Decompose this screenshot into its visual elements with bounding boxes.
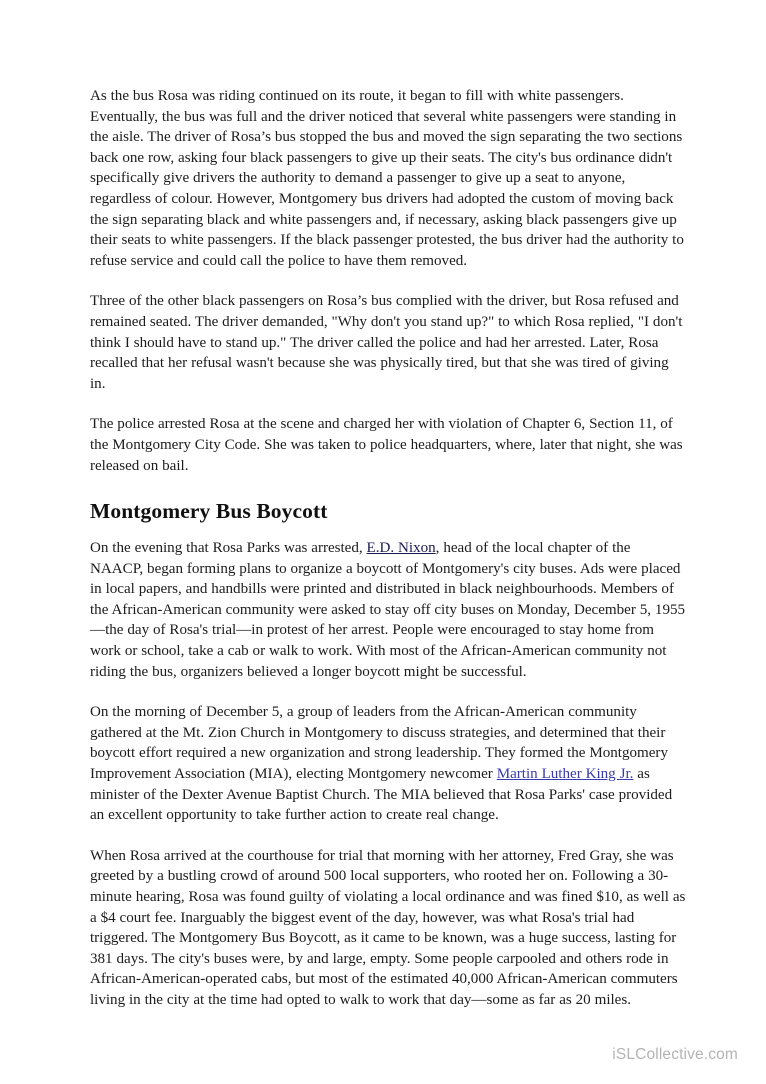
paragraph-mia-formation (90, 702, 686, 826)
paragraph-mia-text-before: On the morning of December 5, a group of leaders from the African-American community gathered at the Mt. Zion Church in Montgomery to discuss strategies, and determined that their boycott effort required a new organization and strong leadership. They formed the Montgomery Improvement Association (MIA), electing Montgomery newcomer (90, 704, 668, 783)
paragraph-bus-ride: As the bus Rosa was riding continued on its route, it began to fill with white passengers. Eventually, the bus was full and the driver noticed that several white passengers were standing in the aisle. The driver of Rosa’s bus stopped the bus and moved the sign separating the two sections back one row, asking four black passengers to give up their seats. The city's bus ordinance didn't specifically give drivers the authority to demand a passenger to give up a seat to anyone, regardless of colour. However, Montgomery bus drivers had adopted the custom of moving back the sign separating black and white passengers and, if necessary, asking black passengers give up their seats to white passengers. If the black passenger protested, the bus driver had the authority to refuse service and could call the police to have them removed. (90, 88, 684, 269)
page-title: Montgomery Bus Boycott (90, 499, 328, 524)
paragraph-nixon-boycott-plans (90, 538, 686, 682)
paragraph-mia-text-after: as minister of the Dexter Avenue Baptist Church. The MIA believed that Rosa Parks' case provided an excellent opportunity to take further action to create real change. (90, 766, 673, 824)
document-body (90, 86, 686, 1011)
paragraph-arrest: The police arrested Rosa at the scene and charged her with violation of Chapter 6, Section 11, of the Montgomery City Code. She was taken to police headquarters, where, later that night, she was released on bail. (90, 416, 683, 474)
paragraph-nixon-text-after: , head of the local chapter of the NAACP, began forming plans to organize a boycott of Montgomery's city buses. Ads were placed in local papers, and handbills were printed and distributed in black neighbourhoods. Members of the African-American community were asked to stay off city buses on Monday, December 5, 1955—the day of Rosa's trial—in protest of her arrest. People were encouraged to stay home from work or school, take a cab or walk to work. With most of the African-American community not riding the bus, organizers believed a longer boycott might be successful. (90, 540, 686, 680)
link-martin-luther-king-jr[interactable]: Martin Luther King Jr. (496, 766, 634, 783)
paragraph-nixon-text-before: On the evening that Rosa Parks was arrested, (90, 540, 367, 557)
link-ed-nixon[interactable]: E.D. Nixon (366, 540, 436, 557)
paragraph-trial-and-boycott-success: When Rosa arrived at the courthouse for trial that morning with her attorney, Fred Gray, she was greeted by a bustling crowd of around 500 local supporters, who rooted her on. Following a 30-minute hearing, Rosa was found guilty of violating a local ordinance and was fined $10, as well as a $4 court fee. Inarguably the biggest event of the day, however, was what Rosa's trial had triggered. The Montgomery Bus Boycott, as it came to be known, was a huge success, lasting for 381 days. The city's buses were, by and large, empty. Some people carpooled and others rode in African-American-operated cabs, but most of the estimated 40,000 African-American commuters living in the city at the time had opted to walk to work that day—some as far as 20 miles. (90, 847, 686, 1008)
paragraph-refusal: Three of the other black passengers on Rosa’s bus complied with the driver, but Rosa refused and remained seated. The driver demanded, "Why don't you stand up?" to which Rosa replied, "I don't think I should have to stand up." The driver called the police and had her arrested. Later, Rosa recalled that her refusal wasn't because she was physically tired, but that she was tired of giving in. (90, 293, 683, 392)
footer-watermark: iSLCollective.com (612, 1046, 738, 1063)
